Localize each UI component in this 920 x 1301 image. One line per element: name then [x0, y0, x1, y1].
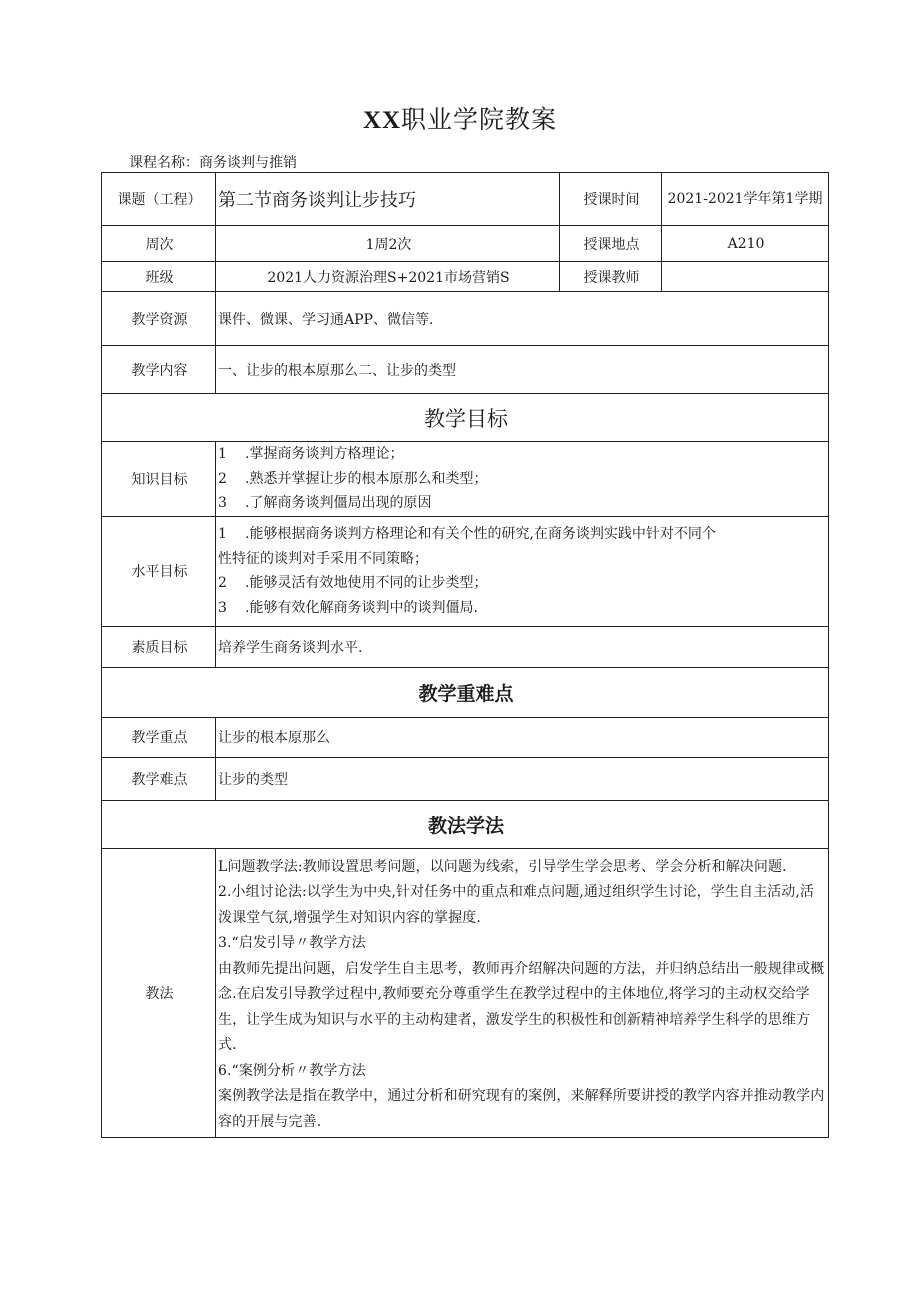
resources-value: 课件、微课、学习通APP、微信等. [216, 292, 829, 346]
knowledge-row [102, 442, 829, 517]
difficulty-label: 教学难点 [102, 757, 216, 800]
method-paragraph: 案例教学法是指在教学中，通过分析和研究现有的案例，来解释所要讲授的教学内容并推动教学内容的开展与完善. [218, 1088, 825, 1130]
topic-row [102, 173, 829, 226]
knowledge-label: 知识目标 [102, 442, 216, 517]
quality-row [102, 626, 829, 667]
knowledge-item: 3 .了解商务谈判僵局出现的原因 [218, 495, 432, 511]
topic-value: 第二节商务谈判让步技巧 [216, 173, 560, 226]
resources-row [102, 292, 829, 346]
keypoints-heading: 教学重难点 [102, 667, 829, 717]
teacher-label: 授课教师 [560, 262, 662, 292]
skill-items [216, 516, 829, 626]
resources-label: 教学资源 [102, 292, 216, 346]
methods-row [102, 848, 829, 1137]
title-main: 职业学院教案 [401, 105, 558, 134]
knowledge-item: 2 .熟悉并掌握让步的根本原那么和类型； [218, 470, 488, 487]
page-title [0, 100, 920, 136]
teacher-value [662, 262, 829, 292]
topic-label: 课题（工程） [102, 173, 216, 226]
method-paragraph: 由教师先提出问题，启发学生自主思考，教师再介绍解决问题的方法，并归纳总结出一般规律或概念.在启发引导教学过程中,教师要充分尊重学生在教学过程中的主体地位,将学习的主动权交给学生，让学生成为知识与水平的主动构建者，激发学生的积极性和创新精神培养学生科学的思维方式. [218, 960, 825, 1053]
content-value: 一、让步的根本原那么二、让步的类型 [216, 346, 829, 394]
method-paragraph: L问题教学法:教师设置思考问题，以问题为线索，引导学生学会思考、学会分析和解决问题. [218, 858, 787, 875]
place-value: A210 [662, 226, 829, 262]
method-paragraph: 2.小组讨论法:以学生为中央,针对任务中的重点和难点问题,通过组织学生讨论，学生自主活动,活泼课堂气氛,增强学生对知识内容的掌握度. [218, 884, 815, 926]
focus-label: 教学重点 [102, 717, 216, 757]
focus-row [102, 717, 829, 757]
objectives-heading-row [102, 394, 829, 442]
keypoints-heading-row [102, 667, 829, 717]
knowledge-item: 1 .掌握商务谈判方格理论； [218, 446, 404, 462]
quality-value: 培养学生商务谈判水平. [216, 626, 829, 667]
skill-item: 3 .能够有效化解商务谈判中的谈判僵局. [218, 599, 478, 616]
title-prefix: XX [362, 107, 402, 134]
time-label: 授课时间 [560, 173, 662, 226]
methods-heading: 教法学法 [102, 800, 829, 848]
difficulty-row [102, 757, 829, 800]
difficulty-value: 让步的类型 [216, 757, 829, 800]
objectives-heading: 教学目标 [102, 394, 829, 442]
place-label: 授课地点 [560, 226, 662, 262]
method-paragraph: 6.“案例分析〃教学方法 [218, 1062, 366, 1079]
class-label: 班级 [102, 262, 216, 292]
focus-value: 让步的根本原那么 [216, 717, 829, 757]
skill-item-continued: 性特征的谈判对手采用不同策略； [218, 550, 428, 567]
week-label: 周次 [102, 226, 216, 262]
methods-heading-row [102, 800, 829, 848]
knowledge-items [216, 442, 829, 517]
methods-content [216, 848, 829, 1137]
content-row [102, 346, 829, 394]
method-paragraph: 3.“启发引导〃教学方法 [218, 935, 366, 951]
skill-row [102, 516, 829, 626]
class-row [102, 262, 829, 292]
week-row [102, 226, 829, 262]
time-value: 2021-2021学年第1学期 [662, 173, 829, 226]
skill-item: 2 .能够灵活有效地使用不同的让步类型； [218, 575, 488, 591]
week-value: 1周2次 [216, 226, 560, 262]
course-name: 课程名称：商务谈判与推销 [129, 155, 297, 171]
class-value: 2021人力资源治理S+2021市场营销S [216, 262, 560, 292]
quality-label: 素质目标 [102, 626, 216, 667]
content-label: 教学内容 [102, 346, 216, 394]
skill-label: 水平目标 [102, 516, 216, 626]
lesson-plan-table [101, 172, 829, 1138]
methods-label: 教法 [102, 848, 216, 1137]
skill-item: 1 .能够根据商务谈判方格理论和有关个性的研究,在商务谈判实践中针对不同个 [218, 526, 716, 542]
